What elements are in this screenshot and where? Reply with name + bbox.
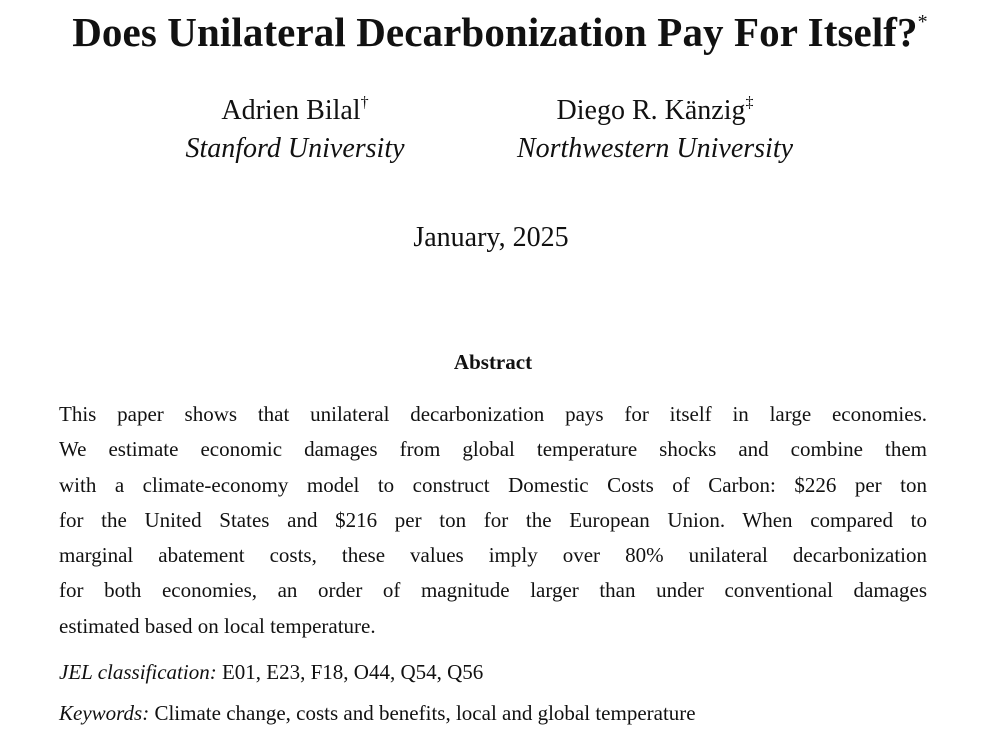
keywords-label: Keywords: <box>59 701 150 725</box>
abstract-line: We estimate economic damages from global temperature shocks and combine them <box>59 437 927 462</box>
jel-codes: E01, E23, F18, O44, Q54, Q56 <box>221 660 484 684</box>
author-block-1 <box>160 92 430 168</box>
jel-label: JEL classification: <box>59 660 217 684</box>
abstract-line: for both economies, an order of magnitude larger than under conventional damages <box>59 578 927 603</box>
abstract-body <box>59 397 927 644</box>
abstract-heading: Abstract <box>453 350 533 374</box>
keywords <box>59 701 959 726</box>
author-block-2 <box>490 92 820 168</box>
abstract-line: with a climate-economy model to construct Domestic Costs of Carbon: $226 per ton <box>59 472 927 497</box>
abstract-line: This paper shows that unilateral decarbonization pays for itself in large economies. <box>59 402 927 426</box>
paper-title-text: Does Unilateral Decarbonization Pay For Itself? <box>72 9 918 55</box>
paper-date: January, 2025 <box>413 222 569 253</box>
author-affiliation: Northwestern University <box>516 133 794 164</box>
author-name <box>557 95 754 126</box>
author-name-text: Adrien Bilal <box>221 95 361 126</box>
author-name <box>221 95 368 126</box>
author-name-text: Diego R. Känzig <box>556 95 746 126</box>
title-footnote-mark: * <box>917 11 928 33</box>
author-affiliation: Stanford University <box>185 133 405 164</box>
jel-classification <box>59 660 959 685</box>
keywords-list: Climate change, costs and benefits, local and global temperature <box>154 701 696 725</box>
paper-title <box>0 8 1000 56</box>
author-footnote-mark: ‡ <box>745 94 754 111</box>
abstract-line: marginal abatement costs, these values imply over 80% unilateral decarbonization <box>59 543 927 568</box>
abstract-line: for the United States and $216 per ton for the European Union. When compared to <box>59 507 927 532</box>
abstract-line: estimated based on local temperature. <box>59 613 376 638</box>
author-footnote-mark: † <box>360 94 369 111</box>
